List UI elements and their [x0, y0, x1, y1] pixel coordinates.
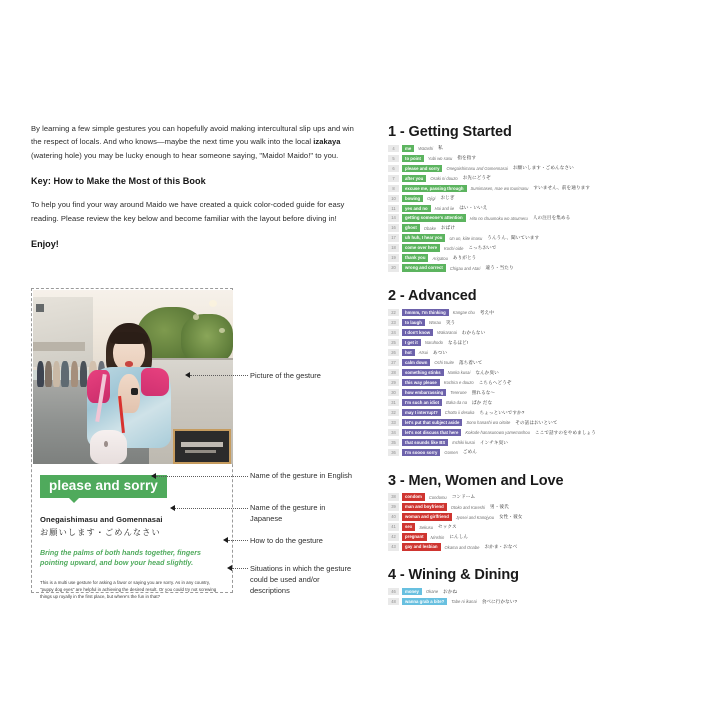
callout-leader-line — [190, 375, 248, 376]
callout-leader-line — [156, 476, 248, 477]
toc-entry-romaji: Warau — [428, 320, 441, 326]
photo-window — [36, 304, 44, 312]
toc-entry-japanese: うんうん、聞いています — [487, 235, 540, 241]
toc-entry-japanese: その話はおいといて — [515, 419, 558, 425]
toc-entry[interactable] — [388, 358, 688, 367]
toc-entry-romaji: Onegaishimasu and Gomennasai — [446, 165, 508, 171]
photo-awning — [33, 342, 85, 351]
left-column — [31, 122, 356, 249]
toc-entry-english: to laugh — [402, 319, 425, 326]
toc-entry-english: hot — [402, 349, 415, 356]
photo-white-bag — [90, 430, 127, 464]
intro-bold-term: izakaya — [313, 137, 341, 147]
toc-entry-english: money — [402, 588, 422, 595]
toc-entry-japanese: おばけ — [440, 225, 456, 231]
toc-page-number: 36 — [388, 449, 399, 456]
toc-entry-japanese: すいません、前を通ります — [533, 185, 591, 191]
toc-entry[interactable] — [388, 328, 688, 337]
toc-entry-romaji: Gomen — [444, 449, 458, 455]
toc-entry-japanese: こっちおいで — [468, 245, 497, 251]
toc-entry[interactable] — [388, 244, 688, 253]
toc-entry-english: something stinks — [402, 369, 444, 376]
gesture-name-romaji: Onegaishimasu and Gomennasai — [40, 514, 163, 524]
photo-chalkboard-text — [181, 442, 222, 447]
toc-entry-english: calm down — [402, 359, 430, 366]
toc-page-number: 34 — [388, 429, 399, 436]
toc-entry-romaji: Kangae chu — [452, 310, 475, 316]
toc-page-number: 29 — [388, 379, 399, 386]
toc-entry-romaji: Baka da na — [446, 400, 467, 406]
toc-entry[interactable] — [388, 378, 688, 387]
toc-entry-romaji: Ochi tsuite — [434, 360, 454, 366]
toc-entry-romaji: Sekusu — [419, 524, 434, 530]
toc-entry-romaji: Sumimasen, mae wo tourimasu — [470, 185, 529, 191]
toc-entry-romaji: Condomu — [428, 494, 447, 500]
toc-entry-english: hmmm, I'm thinking — [402, 309, 449, 316]
photo-hedge-second — [181, 314, 233, 363]
toc-page-number: 38 — [388, 493, 399, 500]
gesture-title-english: please and sorry — [40, 475, 167, 498]
toc-entry-english: I don't know — [402, 329, 433, 336]
toc-entry-japanese: ここで話すのをやめましょう — [534, 429, 596, 435]
toc-entry-english: that sounds like BS — [402, 439, 448, 446]
toc-page-number: 24 — [388, 329, 399, 336]
toc-entry-english: excuse me, passing through — [402, 185, 467, 192]
toc-page-number: 6 — [388, 165, 399, 172]
toc-entry-japanese: 考え中 — [479, 309, 494, 315]
toc-entry-english: please and sorry — [402, 165, 442, 172]
toc-entry-romaji: Naruhodo — [424, 340, 443, 346]
toc-entry-japanese: ばか だな — [472, 399, 493, 405]
toc-page-number: 17 — [388, 234, 399, 241]
toc-entry-japanese: ごめん — [462, 449, 477, 455]
toc-entry-romaji: Arigatou — [432, 255, 448, 261]
toc-entry-romaji: Kochira e douzo — [443, 380, 474, 386]
toc-page-number: 27 — [388, 359, 399, 366]
toc-entry-romaji: Obake — [423, 225, 436, 231]
toc-entry[interactable] — [388, 214, 688, 223]
toc-page-number: 40 — [388, 513, 399, 520]
toc-entry-japanese: 違う・当たり — [485, 265, 514, 271]
toc-entry[interactable] — [388, 224, 688, 233]
toc-entry[interactable] — [388, 368, 688, 377]
photo-subject-bangs — [110, 332, 149, 345]
toc-entry[interactable] — [388, 338, 688, 347]
callout-leader-line — [232, 568, 248, 569]
callout-name-japanese: Name of the gesture in Japanese — [250, 503, 326, 524]
toc-entry[interactable] — [388, 398, 688, 407]
toc-page-number: 35 — [388, 439, 399, 446]
toc-entry-english: ghost — [402, 224, 420, 231]
toc-entry-japanese: 落ち着いて — [458, 359, 483, 365]
toc-entry-romaji: Hai and iie — [434, 205, 455, 211]
toc-entry-english: thank you — [402, 254, 428, 261]
section-title-4: 4 - Wining & Dining — [388, 567, 519, 584]
callout-name-english: Name of the gesture in English — [250, 471, 352, 480]
toc-page-number: 16 — [388, 224, 399, 231]
toc-page-number: 18 — [388, 244, 399, 251]
gesture-how-to: Bring the palms of both hands together, fingers pointing upward, and bow your head slightly. — [40, 548, 201, 567]
toc-entry-romaji: Un un, kiite imasu — [449, 235, 483, 241]
toc-entry-romaji: Okane — [425, 589, 439, 595]
toc-page-number: 26 — [388, 349, 399, 356]
callout-leader-line — [175, 508, 248, 509]
toc-entry-english: I get it — [402, 339, 421, 346]
photo-pedestrian — [45, 361, 52, 387]
key-body-paragraph: To help you find your way around Maido we have created a quick color-coded guide for easy reading. Please review the key below and become familiar with the layout before diving in! — [31, 200, 345, 223]
section-title-1: 1 - Getting Started — [388, 124, 512, 140]
enjoy-heading: Enjoy! — [31, 239, 59, 250]
toc-entry[interactable] — [388, 543, 688, 552]
toc-entry-english: I'm soooo sorry — [402, 449, 440, 456]
toc-entry-romaji: Hito no chuumoku wo atsumeru — [469, 215, 528, 221]
callout-arrow-icon — [223, 537, 228, 543]
toc-entry-japanese: インチキ臭い — [479, 439, 508, 445]
toc-entry-japanese: にんしん — [449, 534, 469, 540]
toc-entry-english: woman and girlfriend — [402, 513, 452, 520]
toc-page-number: 14 — [388, 214, 399, 221]
toc-entry-romaji: Tabe ni ikanai — [451, 599, 477, 605]
gesture-photo — [33, 290, 233, 464]
toc-entry-romaji: Nanka kusai — [447, 370, 471, 376]
toc-entry-romaji: Chotto ii desuka — [444, 410, 475, 416]
toc-entry-english: bowing — [402, 195, 423, 202]
toc-entry-romaji: Watashi — [418, 145, 434, 151]
toc-entry-romaji: Ojigi — [427, 195, 436, 201]
sample-gesture-card — [31, 288, 233, 600]
toc-entry[interactable] — [388, 523, 688, 532]
toc-entry[interactable] — [388, 318, 688, 327]
photo-pedestrian — [61, 361, 68, 387]
toc-entry-japanese: ありがとう — [452, 255, 477, 261]
callout-leader-line — [228, 540, 248, 541]
toc-entry-romaji: Kokode hanasunowa yamemashou — [465, 430, 530, 436]
photo-pedestrian — [37, 361, 44, 387]
toc-entry-romaji: Inchiki kusai — [452, 440, 475, 445]
photo-subject — [85, 323, 173, 464]
toc-entry[interactable] — [388, 408, 688, 417]
toc-page-number: 33 — [388, 419, 399, 426]
toc-entry-romaji: Tererune — [450, 390, 467, 396]
section-title-2: 2 - Advanced — [388, 288, 477, 305]
card-text-block — [32, 465, 232, 601]
toc-entry-english: let's put that subject aside — [402, 419, 462, 426]
photo-jacket-pink-right — [141, 368, 169, 396]
toc-entry-english: to point — [402, 155, 424, 162]
toc-page-number: 43 — [388, 543, 399, 550]
toc-page-number: 31 — [388, 399, 399, 406]
speech-bubble-tail — [68, 497, 80, 503]
toc-page-number: 39 — [388, 503, 399, 510]
toc-entry-japanese: お先にどうぞ — [462, 175, 491, 181]
toc-page-number: 11 — [388, 205, 399, 212]
photo-bag-detail — [104, 441, 108, 447]
toc-entry-english: pregnant — [402, 533, 427, 540]
toc-entry-english: after you — [402, 175, 426, 182]
toc-page-number: 42 — [388, 533, 399, 540]
toc-entry-romaji: Osaki ni douzo — [430, 175, 458, 181]
toc-entry[interactable] — [388, 597, 688, 606]
toc-entry[interactable] — [388, 448, 688, 457]
toc-entry-japanese: おじぎ — [440, 195, 455, 201]
toc-entry-japanese: 女性・彼女 — [499, 514, 523, 520]
toc-page-number: 4 — [388, 145, 399, 152]
toc-entry[interactable] — [388, 503, 688, 512]
toc-entry-japanese: コンドーム — [451, 494, 476, 500]
toc-entry-english: uh huh, I hear you — [402, 234, 445, 241]
toc-entry-japanese: わからない — [461, 329, 486, 335]
toc-page-number: 5 — [388, 155, 399, 162]
toc-entry[interactable] — [388, 388, 688, 397]
toc-page-number: 41 — [388, 523, 399, 530]
toc-page-number: 19 — [388, 254, 399, 261]
toc-page-number: 25 — [388, 339, 399, 346]
toc-entry-english: gay and lesbian — [402, 543, 441, 550]
toc-page-number: 46 — [388, 588, 399, 595]
toc-entry[interactable] — [388, 533, 688, 542]
toc-entry-english: may I interrupt? — [402, 409, 441, 416]
toc-entry-japanese: お願いします・ごめんなさい — [512, 165, 574, 171]
toc-entry-romaji: Wakaranai — [437, 330, 457, 336]
toc-entry-romaji: Otoko and Kareshi — [450, 504, 486, 510]
key-heading: Key: How to Make the Most of this Book — [31, 176, 206, 187]
toc-page-number: 30 — [388, 389, 399, 396]
toc-entry[interactable] — [388, 204, 688, 213]
toc-entry-english: me — [402, 145, 414, 152]
toc-entry-japanese: 人の注目を集める — [532, 215, 571, 221]
callout-situations: Situations in which the gesture could be used and/or descriptions — [250, 564, 352, 596]
photo-subject-lips — [125, 361, 134, 367]
toc-entry[interactable] — [388, 164, 688, 173]
callout-picture-of-gesture: Picture of the gesture — [250, 371, 321, 380]
photo-pedestrian — [71, 361, 78, 387]
toc-entry-japanese: おかま・おなべ — [484, 544, 518, 549]
photo-chalkboard-sign — [173, 429, 231, 464]
toc-entry-romaji: Jyosei and Kanojyou — [455, 514, 495, 520]
toc-page-number: 10 — [388, 195, 399, 202]
callout-arrow-icon — [185, 372, 190, 378]
toc-entry-romaji: Kochi oide — [444, 245, 464, 251]
toc-entry-english: how embarrassing — [402, 389, 446, 396]
toc-entry-english: come over here — [402, 244, 440, 251]
toc-entry-english: let's not discuss that here — [402, 429, 461, 436]
toc-entry[interactable] — [388, 144, 688, 153]
toc-entry[interactable] — [388, 254, 688, 263]
photo-pedestrian — [53, 361, 60, 387]
photo-bokeh — [193, 314, 199, 319]
callout-how-to: How to do the gesture — [250, 536, 323, 545]
toc-entry-english: sex — [402, 523, 415, 530]
toc-page-number: 32 — [388, 409, 399, 416]
toc-entry-japanese: ちょっといいですか? — [479, 409, 525, 415]
toc-entry-japanese: はい・いいえ — [459, 205, 488, 211]
photo-chalkboard-text — [185, 450, 216, 453]
toc-page-number: 8 — [388, 185, 399, 192]
toc-entry-japanese: あつい — [432, 349, 448, 355]
toc-entry-romaji: Okama and Onabe — [444, 544, 480, 550]
toc-page-number: 28 — [388, 369, 399, 376]
intro-text-part1: By learning a few simple gestures you can hopefully avoid making intercultural slip ups and win the respect of locals. And who knows—maybe the next time you walk into the local — [31, 124, 354, 147]
toc-page-number: 22 — [388, 309, 399, 316]
toc-entry-english: this way please — [402, 379, 440, 386]
toc-entry-japanese: なんか臭い — [475, 369, 499, 375]
toc-entry-english: yes and no — [402, 205, 431, 212]
toc-entry[interactable] — [388, 428, 688, 437]
toc-entry-japanese: こちらへどうぞ — [478, 379, 512, 385]
toc-entry-english: wanna grab a bite? — [402, 598, 447, 605]
toc-entry-english: wrong and correct — [402, 264, 446, 271]
toc-entry-english: I'm such an idiot — [402, 399, 442, 406]
toc-entry[interactable] — [388, 194, 688, 203]
gesture-description: This is a multi use gesture for asking a favor or saying you are sorry. As in any country, "puppy dog eyes" are helpful in achieving the desired result. Or you could try not screwing things up royally in the first place, but where's the fun in that? — [40, 579, 217, 600]
toc-entry[interactable] — [388, 587, 688, 596]
section-title-3: 3 - Men, Women and Love — [388, 472, 564, 489]
toc-entry-english: getting someone's attention — [402, 214, 466, 221]
toc-entry-japanese: セックス — [438, 524, 457, 530]
toc-entry[interactable] — [388, 348, 688, 357]
toc-page-number: 23 — [388, 319, 399, 326]
toc-entry-japanese: おかね — [443, 588, 458, 594]
toc-entry-romaji: Sono hanashi wa oitoite — [466, 420, 511, 426]
toc-entry-romaji: Ninshin — [430, 534, 445, 540]
toc-entry[interactable] — [388, 234, 688, 243]
toc-entry[interactable] — [388, 438, 688, 447]
toc-entry-romaji: Chigau and Atari — [449, 265, 481, 271]
intro-text-part2: (watering hole) you may be lucky enough to hear someone saying, "Maido! Maido!" to you. — [31, 150, 339, 160]
toc-entry-english: condom — [402, 493, 425, 500]
toc-entry-japanese: 食べに行かない? — [481, 598, 518, 604]
toc-entry-japanese: 私 — [438, 145, 443, 151]
toc-entry-japanese: 照れるな〜 — [471, 389, 496, 395]
toc-entry[interactable] — [388, 493, 688, 502]
toc-entry-japanese: 笑う — [445, 319, 456, 325]
photo-wristwatch — [131, 388, 138, 395]
toc-entry-japanese: 男・彼氏 — [490, 504, 509, 510]
intro-paragraph — [31, 122, 356, 162]
toc-entry[interactable] — [388, 264, 688, 273]
toc-entry[interactable] — [388, 513, 688, 522]
callout-arrow-icon — [151, 473, 156, 479]
callout-arrow-icon — [227, 565, 232, 571]
toc-entry-english: man and boyfriend — [402, 503, 447, 510]
toc-entry[interactable] — [388, 184, 688, 193]
toc-entry-romaji: Atsui — [418, 350, 428, 356]
toc-page-number: 20 — [388, 264, 399, 271]
toc-page-number: 48 — [388, 598, 399, 605]
table-of-contents — [388, 124, 688, 607]
callout-arrow-icon — [170, 505, 175, 511]
toc-entry[interactable] — [388, 418, 688, 427]
toc-entry-japanese: 指を指す — [457, 155, 477, 161]
toc-entry-romaji: Yubi wo sasu — [427, 155, 453, 161]
toc-page-number: 7 — [388, 175, 399, 182]
toc-entry[interactable] — [388, 308, 688, 317]
gesture-title-wrapper — [40, 475, 167, 498]
toc-entry-japanese: なるほど! — [447, 339, 469, 345]
toc-entry[interactable] — [388, 154, 688, 163]
toc-entry[interactable] — [388, 174, 688, 183]
gesture-name-japanese: お願いします・ごめんなさい — [40, 527, 161, 537]
